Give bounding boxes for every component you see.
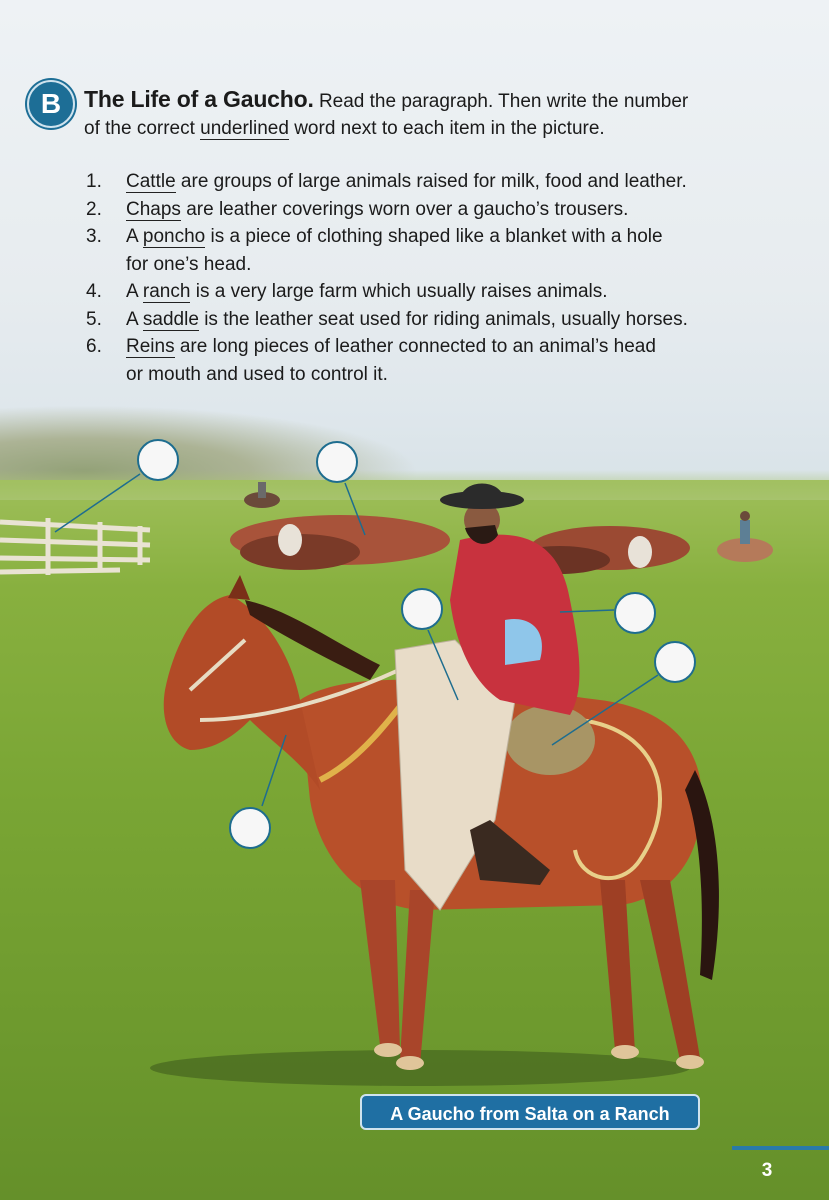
page-number-rule — [732, 1146, 829, 1150]
item-definition: is the leather seat used for riding animals, usually horses. — [204, 308, 688, 330]
instruction-text-3: word next to each item in the picture. — [294, 118, 605, 139]
item-definition: are leather coverings worn over a gaucho’s trousers. — [186, 198, 629, 220]
item-number: 4. — [86, 281, 102, 302]
answer-circle-poncho[interactable] — [614, 592, 656, 634]
item-number: 2. — [86, 198, 102, 220]
item-article: A — [126, 308, 138, 330]
answer-circle-saddle[interactable] — [654, 641, 696, 683]
instruction-underlined-word: underlined — [200, 118, 289, 139]
wooden-fence — [0, 518, 150, 575]
item-definition: are long pieces of leather connected to an animal’s head — [179, 336, 656, 357]
item-keyword: poncho — [142, 226, 206, 247]
item-keyword: saddle — [142, 308, 199, 330]
item-number: 5. — [86, 308, 102, 330]
answer-circle-chaps[interactable] — [401, 588, 443, 630]
item-keyword: Reins — [126, 336, 175, 357]
item-definition-continued: for one’s head. — [126, 253, 252, 275]
item-keyword: Chaps — [126, 198, 181, 220]
item-keyword: Cattle — [126, 171, 176, 192]
item-number: 1. — [86, 171, 102, 192]
item-definition-continued: or mouth and used to control it. — [126, 363, 388, 385]
distant-rider — [717, 511, 773, 562]
item-number: 6. — [86, 336, 102, 357]
item-number: 3. — [86, 226, 102, 247]
distant-rider — [244, 482, 280, 508]
section-badge: B — [27, 80, 75, 128]
photo-caption: A Gaucho from Salta on a Ranch — [360, 1094, 700, 1130]
item-article: A — [126, 281, 138, 302]
item-keyword: ranch — [142, 281, 191, 302]
answer-circle-reins[interactable] — [229, 807, 271, 849]
answer-circle-cattle[interactable] — [316, 441, 358, 483]
instruction-text-1: Read the paragraph. Then write the number — [318, 91, 689, 112]
item-definition: is a piece of clothing shaped like a blanket with a hole — [210, 226, 663, 247]
item-definition: are groups of large animals raised for milk, food and leather. — [180, 171, 687, 192]
answer-circle-fence[interactable] — [137, 439, 179, 481]
item-definition: is a very large farm which usually raises animals. — [195, 281, 608, 302]
page-number: 3 — [761, 1160, 773, 1181]
saddle — [505, 705, 595, 775]
item-article: A — [126, 226, 138, 247]
exercise-title: The Life of a Gaucho. — [84, 86, 314, 112]
instruction-text-2: of the correct — [84, 118, 195, 139]
